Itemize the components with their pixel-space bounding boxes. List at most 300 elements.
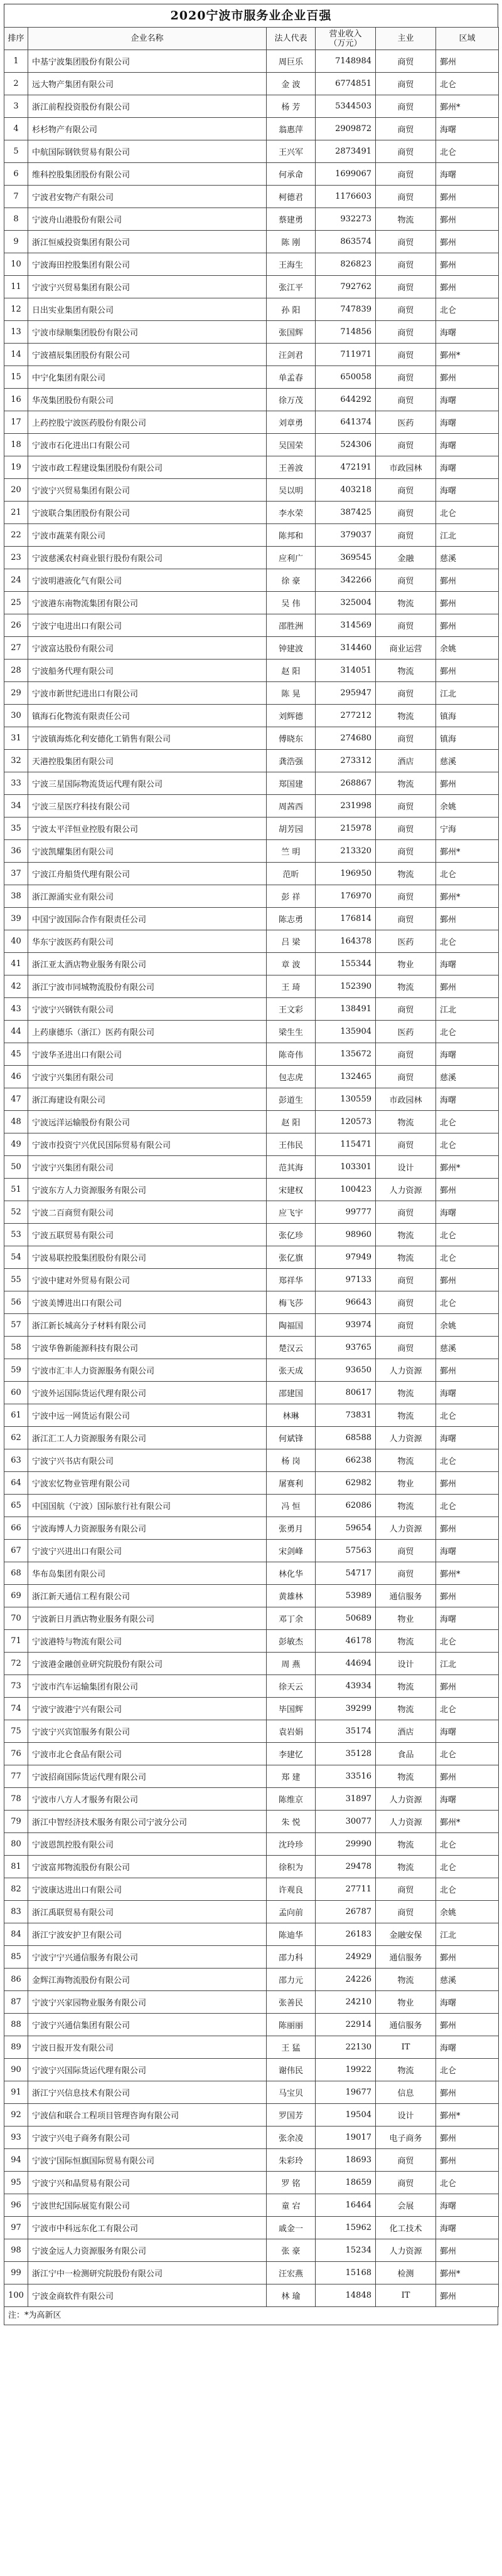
cell-rank: 89 xyxy=(4,2036,28,2059)
cell-name: 宁波二百商贸有限公司 xyxy=(28,1201,267,1224)
cell-rev: 379037 xyxy=(316,524,376,547)
cell-ind: 商贸 xyxy=(376,1314,436,1337)
cell-name: 宁波金商软件有限公司 xyxy=(28,2284,267,2307)
cell-rank: 82 xyxy=(4,1878,28,1901)
cell-area: 海曙 xyxy=(436,389,499,411)
cell-area: 北仑 xyxy=(436,1856,499,1878)
table-row xyxy=(4,1585,499,1607)
cell-area: 鄞州 xyxy=(436,1675,499,1698)
cell-rep: 蔡建勇 xyxy=(267,208,316,231)
cell-area: 慈溪 xyxy=(436,1066,499,1088)
table-row xyxy=(4,817,499,840)
cell-name: 宁波招商国际货运代理有限公司 xyxy=(28,1765,267,1788)
cell-rank: 10 xyxy=(4,253,28,276)
cell-name: 华东宁波医药有限公司 xyxy=(28,930,267,953)
table-row xyxy=(4,1901,499,1923)
cell-area: 鄞州* xyxy=(436,840,499,863)
cell-rank: 16 xyxy=(4,389,28,411)
cell-rank: 49 xyxy=(4,1133,28,1156)
cell-name: 宁波宁兴贸易集团有限公司 xyxy=(28,479,267,502)
cell-area: 海曙 xyxy=(436,953,499,975)
cell-ind: 商贸 xyxy=(376,908,436,930)
cell-ind: 商贸 xyxy=(376,434,436,456)
cell-name: 宁波市投资宁兴优民国际贸易有限公司 xyxy=(28,1133,267,1156)
cell-rev: 59654 xyxy=(316,1517,376,1540)
table-row xyxy=(4,2172,499,2194)
cell-area: 北仑 xyxy=(436,140,499,163)
table-row xyxy=(4,1540,499,1562)
cell-area: 鄞州 xyxy=(436,1269,499,1291)
table-row xyxy=(4,2262,499,2284)
cell-rank: 24 xyxy=(4,569,28,592)
cell-ind: 金融 xyxy=(376,547,436,569)
cell-rev: 314569 xyxy=(316,614,376,637)
cell-name: 宁波市汽车运输集团有限公司 xyxy=(28,1675,267,1698)
cell-ind: 商贸 xyxy=(376,50,436,73)
table-row xyxy=(4,1359,499,1382)
cell-ind: 商贸 xyxy=(376,502,436,524)
cell-rev: 18693 xyxy=(316,2149,376,2172)
cell-area: 海曙 xyxy=(436,1607,499,1630)
cell-rank: 4 xyxy=(4,118,28,140)
cell-area: 海曙 xyxy=(436,1382,499,1404)
cell-ind: 设计 xyxy=(376,2104,436,2127)
cell-rev: 130559 xyxy=(316,1088,376,1111)
cell-rank: 58 xyxy=(4,1337,28,1359)
table-row xyxy=(4,1269,499,1291)
table-row xyxy=(4,975,499,998)
table-row xyxy=(4,1179,499,1201)
cell-name: 宁波宁兴宾馆服务有限公司 xyxy=(28,1720,267,1743)
cell-rev: 650058 xyxy=(316,366,376,389)
cell-area: 鄞州 xyxy=(436,569,499,592)
table-row xyxy=(4,1946,499,1969)
cell-rev: 155344 xyxy=(316,953,376,975)
cell-ind: 医药 xyxy=(376,930,436,953)
cell-rank: 76 xyxy=(4,1743,28,1765)
cell-rep: 张天成 xyxy=(267,1359,316,1382)
cell-area: 鄞州* xyxy=(436,344,499,366)
table-row xyxy=(4,1517,499,1540)
cell-ind: 商贸 xyxy=(376,1133,436,1156)
cell-rev: 164378 xyxy=(316,930,376,953)
cell-rank: 59 xyxy=(4,1359,28,1382)
cell-rep: 朱 悦 xyxy=(267,1811,316,1833)
cell-rep: 吕 梁 xyxy=(267,930,316,953)
cell-rep: 张江平 xyxy=(267,276,316,298)
cell-area: 北仑 xyxy=(436,2172,499,2194)
cell-area: 鄞州 xyxy=(436,2284,499,2307)
cell-rank: 27 xyxy=(4,637,28,660)
cell-rank: 28 xyxy=(4,660,28,682)
table-row xyxy=(4,411,499,434)
table-row xyxy=(4,660,499,682)
cell-name: 中宁化集团有限公司 xyxy=(28,366,267,389)
cell-ind: 设计 xyxy=(376,1653,436,1675)
header-revenue xyxy=(316,28,376,50)
cell-rev: 93765 xyxy=(316,1337,376,1359)
cell-area: 鄞州 xyxy=(436,1585,499,1607)
header-revenue-line2: （万元） xyxy=(329,38,362,48)
cell-ind: 金融安保 xyxy=(376,1923,436,1946)
cell-area: 江北 xyxy=(436,998,499,1021)
cell-area: 海曙 xyxy=(436,1540,499,1562)
cell-name: 宁波宁兴进出口有限公司 xyxy=(28,1540,267,1562)
cell-rank: 12 xyxy=(4,298,28,321)
cell-rep: 吴国荣 xyxy=(267,434,316,456)
cell-ind: 人力资源 xyxy=(376,1517,436,1540)
table-row xyxy=(4,1472,499,1495)
table-row xyxy=(4,434,499,456)
cell-area: 海曙 xyxy=(436,479,499,502)
cell-name: 宁波宁兴集团有限公司 xyxy=(28,1156,267,1179)
cell-rep: 张勇月 xyxy=(267,1517,316,1540)
cell-rank: 54 xyxy=(4,1246,28,1269)
cell-rev: 268867 xyxy=(316,772,376,795)
cell-area: 鄞州 xyxy=(436,253,499,276)
cell-rev: 644292 xyxy=(316,389,376,411)
cell-rank: 42 xyxy=(4,975,28,998)
table-row xyxy=(4,479,499,502)
cell-area: 北仑 xyxy=(436,1630,499,1653)
cell-name: 宁波中远一网货运有限公司 xyxy=(28,1404,267,1427)
cell-rev: 57563 xyxy=(316,1540,376,1562)
cell-rep: 傅晓东 xyxy=(267,727,316,750)
cell-rank: 5 xyxy=(4,140,28,163)
cell-area: 北仑 xyxy=(436,863,499,885)
cell-rev: 99777 xyxy=(316,1201,376,1224)
cell-rank: 2 xyxy=(4,73,28,95)
cell-area: 海曙 xyxy=(436,1088,499,1111)
cell-rank: 30 xyxy=(4,705,28,727)
table-body xyxy=(4,50,499,2307)
cell-rev: 277212 xyxy=(316,705,376,727)
table-row xyxy=(4,298,499,321)
cell-rev: 135672 xyxy=(316,1043,376,1066)
cell-rep: 童 宕 xyxy=(267,2194,316,2217)
cell-rep: 邵胜洲 xyxy=(267,614,316,637)
cell-rep: 周 燕 xyxy=(267,1653,316,1675)
cell-rep: 应飞宇 xyxy=(267,1201,316,1224)
document xyxy=(4,4,498,2325)
cell-name: 宁波宁兴通信集团有限公司 xyxy=(28,2014,267,2036)
table-row xyxy=(4,1562,499,1585)
cell-rep: 赵 阳 xyxy=(267,660,316,682)
cell-rank: 48 xyxy=(4,1111,28,1133)
cell-ind: 商贸 xyxy=(376,95,436,118)
cell-rep: 邓丁余 xyxy=(267,1607,316,1630)
cell-rev: 97133 xyxy=(316,1269,376,1291)
cell-rank: 36 xyxy=(4,840,28,863)
cell-area: 慈溪 xyxy=(436,1969,499,1991)
table-row xyxy=(4,795,499,817)
cell-ind: 商贸 xyxy=(376,885,436,908)
cell-name: 宁波禧辰集团股份有限公司 xyxy=(28,344,267,366)
cell-rev: 403218 xyxy=(316,479,376,502)
table-row xyxy=(4,73,499,95)
cell-area: 江北 xyxy=(436,682,499,705)
cell-name: 中国国航（宁波）国际旅行社有限公司 xyxy=(28,1495,267,1517)
cell-name: 宁波明港液化气有限公司 xyxy=(28,569,267,592)
cell-rev: 53989 xyxy=(316,1585,376,1607)
cell-rep: 彭道生 xyxy=(267,1088,316,1111)
cell-area: 北仑 xyxy=(436,73,499,95)
cell-rev: 35128 xyxy=(316,1743,376,1765)
cell-ind: 物业 xyxy=(376,1607,436,1630)
cell-rep: 宋剑峰 xyxy=(267,1540,316,1562)
cell-name: 宁波市北仑食品有限公司 xyxy=(28,1743,267,1765)
cell-rep: 龚浩强 xyxy=(267,750,316,772)
cell-rank: 75 xyxy=(4,1720,28,1743)
table-row xyxy=(4,208,499,231)
cell-rank: 32 xyxy=(4,750,28,772)
cell-ind: 医药 xyxy=(376,1021,436,1043)
cell-area: 北仑 xyxy=(436,2059,499,2081)
cell-rep: 陈迪华 xyxy=(267,1923,316,1946)
cell-ind: 商贸 xyxy=(376,389,436,411)
cell-rank: 96 xyxy=(4,2194,28,2217)
cell-rep: 毕国辉 xyxy=(267,1698,316,1720)
header-rep: 法人代表 xyxy=(267,28,316,50)
cell-name: 浙江新天通信工程有限公司 xyxy=(28,1585,267,1607)
cell-ind: 物流 xyxy=(376,705,436,727)
cell-name: 宁波联合集团股份有限公司 xyxy=(28,502,267,524)
cell-rep: 李水荣 xyxy=(267,502,316,524)
cell-name: 镇海石化物流有限责任公司 xyxy=(28,705,267,727)
table-row xyxy=(4,1111,499,1133)
table-row xyxy=(4,1653,499,1675)
cell-rev: 15962 xyxy=(316,2217,376,2239)
cell-rep: 应利广 xyxy=(267,547,316,569)
cell-rev: 24210 xyxy=(316,1991,376,2014)
cell-name: 宁波易联控股集团股份有限公司 xyxy=(28,1246,267,1269)
cell-ind: 物业 xyxy=(376,1472,436,1495)
cell-ind: 物流 xyxy=(376,863,436,885)
cell-rev: 14848 xyxy=(316,2284,376,2307)
cell-rev: 19504 xyxy=(316,2104,376,2127)
cell-rank: 70 xyxy=(4,1607,28,1630)
cell-area: 海曙 xyxy=(436,1991,499,2014)
cell-name: 宁波船务代理有限公司 xyxy=(28,660,267,682)
table-row xyxy=(4,118,499,140)
cell-ind: 物流 xyxy=(376,208,436,231)
cell-rep: 陶福国 xyxy=(267,1314,316,1337)
table-row xyxy=(4,1337,499,1359)
table-row xyxy=(4,2284,499,2307)
table-row xyxy=(4,1607,499,1630)
cell-rep: 何斌锋 xyxy=(267,1427,316,1449)
table-row xyxy=(4,1314,499,1337)
cell-name: 宁波市新世纪进出口有限公司 xyxy=(28,682,267,705)
cell-name: 浙江宁兴信息技术有限公司 xyxy=(28,2081,267,2104)
cell-rep: 王伟民 xyxy=(267,1133,316,1156)
table-row xyxy=(4,592,499,614)
cell-ind: 检测 xyxy=(376,2262,436,2284)
cell-rev: 29478 xyxy=(316,1856,376,1878)
cell-area: 鄞州 xyxy=(436,50,499,73)
cell-area: 海曙 xyxy=(436,163,499,186)
table-row xyxy=(4,998,499,1021)
cell-rev: 98960 xyxy=(316,1224,376,1246)
cell-rep: 许观良 xyxy=(267,1878,316,1901)
table-row xyxy=(4,2127,499,2149)
cell-rank: 19 xyxy=(4,456,28,479)
cell-rank: 38 xyxy=(4,885,28,908)
cell-rank: 6 xyxy=(4,163,28,186)
cell-ind: 医药 xyxy=(376,411,436,434)
cell-rev: 135904 xyxy=(316,1021,376,1043)
cell-rank: 71 xyxy=(4,1630,28,1653)
cell-area: 鄞州 xyxy=(436,1517,499,1540)
table-row xyxy=(4,682,499,705)
table-row xyxy=(4,1404,499,1427)
table-row xyxy=(4,885,499,908)
cell-ind: 酒店 xyxy=(376,750,436,772)
cell-rep: 周巨乐 xyxy=(267,50,316,73)
cell-area: 海曙 xyxy=(436,2194,499,2217)
table-row xyxy=(4,1066,499,1088)
cell-rank: 88 xyxy=(4,2014,28,2036)
cell-rep: 黄雄林 xyxy=(267,1585,316,1607)
cell-ind: 商贸 xyxy=(376,231,436,253)
cell-area: 海曙 xyxy=(436,2217,499,2239)
cell-rep: 范昕 xyxy=(267,863,316,885)
cell-name: 宁波镇海炼化利安德化工销售有限公司 xyxy=(28,727,267,750)
cell-ind: 物流 xyxy=(376,1111,436,1133)
cell-area: 北仑 xyxy=(436,1224,499,1246)
cell-ind: 物流 xyxy=(376,1404,436,1427)
table-row xyxy=(4,1811,499,1833)
cell-area: 鄞州 xyxy=(436,2014,499,2036)
cell-rev: 97949 xyxy=(316,1246,376,1269)
cell-rev: 39299 xyxy=(316,1698,376,1720)
cell-rank: 83 xyxy=(4,1901,28,1923)
cell-rev: 30077 xyxy=(316,1811,376,1833)
cell-name: 远大物产集团有限公司 xyxy=(28,73,267,95)
cell-area: 江北 xyxy=(436,524,499,547)
table-row xyxy=(4,1427,499,1449)
table-row xyxy=(4,1743,499,1765)
cell-rep: 朱彩玲 xyxy=(267,2149,316,2172)
cell-area: 北仑 xyxy=(436,1698,499,1720)
cell-rev: 325004 xyxy=(316,592,376,614)
cell-rank: 1 xyxy=(4,50,28,73)
table-row xyxy=(4,186,499,208)
cell-rev: 274680 xyxy=(316,727,376,750)
cell-rep: 陈 刚 xyxy=(267,231,316,253)
cell-rev: 29990 xyxy=(316,1833,376,1856)
cell-ind: 物流 xyxy=(376,1698,436,1720)
cell-rep: 柯德君 xyxy=(267,186,316,208)
cell-rep: 陈志勇 xyxy=(267,908,316,930)
cell-rank: 50 xyxy=(4,1156,28,1179)
cell-rank: 55 xyxy=(4,1269,28,1291)
cell-ind: IT xyxy=(376,2036,436,2059)
cell-name: 宁波市绿顺集团股份有限公司 xyxy=(28,321,267,344)
cell-rank: 98 xyxy=(4,2239,28,2262)
cell-name: 宁波宏忆物业管理有限公司 xyxy=(28,1472,267,1495)
cell-area: 鄞州 xyxy=(436,660,499,682)
cell-rep: 胡芳园 xyxy=(267,817,316,840)
cell-ind: 物流 xyxy=(376,1630,436,1653)
cell-ind: 商贸 xyxy=(376,569,436,592)
cell-name: 浙江汇工人力资源服务有限公司 xyxy=(28,1427,267,1449)
cell-rev: 792762 xyxy=(316,276,376,298)
cell-name: 宁波华圣进出口有限公司 xyxy=(28,1043,267,1066)
table-row xyxy=(4,2217,499,2239)
table-row xyxy=(4,163,499,186)
cell-rev: 19922 xyxy=(316,2059,376,2081)
cell-name: 中航国际钢铁贸易有限公司 xyxy=(28,140,267,163)
cell-rank: 29 xyxy=(4,682,28,705)
cell-area: 鄞州 xyxy=(436,614,499,637)
cell-rank: 22 xyxy=(4,524,28,547)
cell-area: 北仑 xyxy=(436,1833,499,1856)
cell-ind: 商贸 xyxy=(376,614,436,637)
cell-area: 北仑 xyxy=(436,1133,499,1156)
cell-rev: 369545 xyxy=(316,547,376,569)
cell-rank: 44 xyxy=(4,1021,28,1043)
cell-rank: 3 xyxy=(4,95,28,118)
cell-area: 鄞州 xyxy=(436,2127,499,2149)
cell-rank: 8 xyxy=(4,208,28,231)
cell-rev: 342266 xyxy=(316,569,376,592)
cell-area: 鄞州* xyxy=(436,2262,499,2284)
cell-rep: 张善民 xyxy=(267,1991,316,2014)
cell-rev: 24226 xyxy=(316,1969,376,1991)
ranking-table xyxy=(4,27,499,2307)
cell-rank: 7 xyxy=(4,186,28,208)
table-row xyxy=(4,1201,499,1224)
cell-rank: 53 xyxy=(4,1224,28,1246)
cell-area: 余姚 xyxy=(436,1314,499,1337)
cell-area: 北仑 xyxy=(436,298,499,321)
cell-area: 宁海 xyxy=(436,817,499,840)
cell-name: 宁波三星医疗科技有限公司 xyxy=(28,795,267,817)
table-row xyxy=(4,727,499,750)
cell-rank: 93 xyxy=(4,2127,28,2149)
cell-rep: 宋建权 xyxy=(267,1179,316,1201)
cell-rep: 罗 铭 xyxy=(267,2172,316,2194)
table-row xyxy=(4,502,499,524)
cell-rev: 711971 xyxy=(316,344,376,366)
cell-ind: 商业运营 xyxy=(376,637,436,660)
cell-name: 上药康德乐（浙江）医药有限公司 xyxy=(28,1021,267,1043)
cell-rank: 33 xyxy=(4,772,28,795)
table-row xyxy=(4,953,499,975)
cell-rank: 66 xyxy=(4,1517,28,1540)
cell-name: 浙江中智经济技术服务有限公司宁波分公司 xyxy=(28,1811,267,1833)
cell-area: 鄞州* xyxy=(436,1156,499,1179)
cell-rank: 80 xyxy=(4,1833,28,1856)
cell-ind: 商贸 xyxy=(376,682,436,705)
cell-name: 浙江新长城高分子材料有限公司 xyxy=(28,1314,267,1337)
cell-rev: 19017 xyxy=(316,2127,376,2149)
table-row xyxy=(4,1720,499,1743)
cell-rep: 彭敏杰 xyxy=(267,1630,316,1653)
cell-area: 鄞州 xyxy=(436,231,499,253)
cell-rep: 李建忆 xyxy=(267,1743,316,1765)
cell-rev: 231998 xyxy=(316,795,376,817)
table-row xyxy=(4,1133,499,1156)
cell-rev: 24929 xyxy=(316,1946,376,1969)
cell-rep: 邵力元 xyxy=(267,1969,316,1991)
table-row xyxy=(4,908,499,930)
cell-name: 浙江源涌实业有限公司 xyxy=(28,885,267,908)
cell-area: 海曙 xyxy=(436,2036,499,2059)
table-row xyxy=(4,2104,499,2127)
cell-ind: 市政园林 xyxy=(376,456,436,479)
